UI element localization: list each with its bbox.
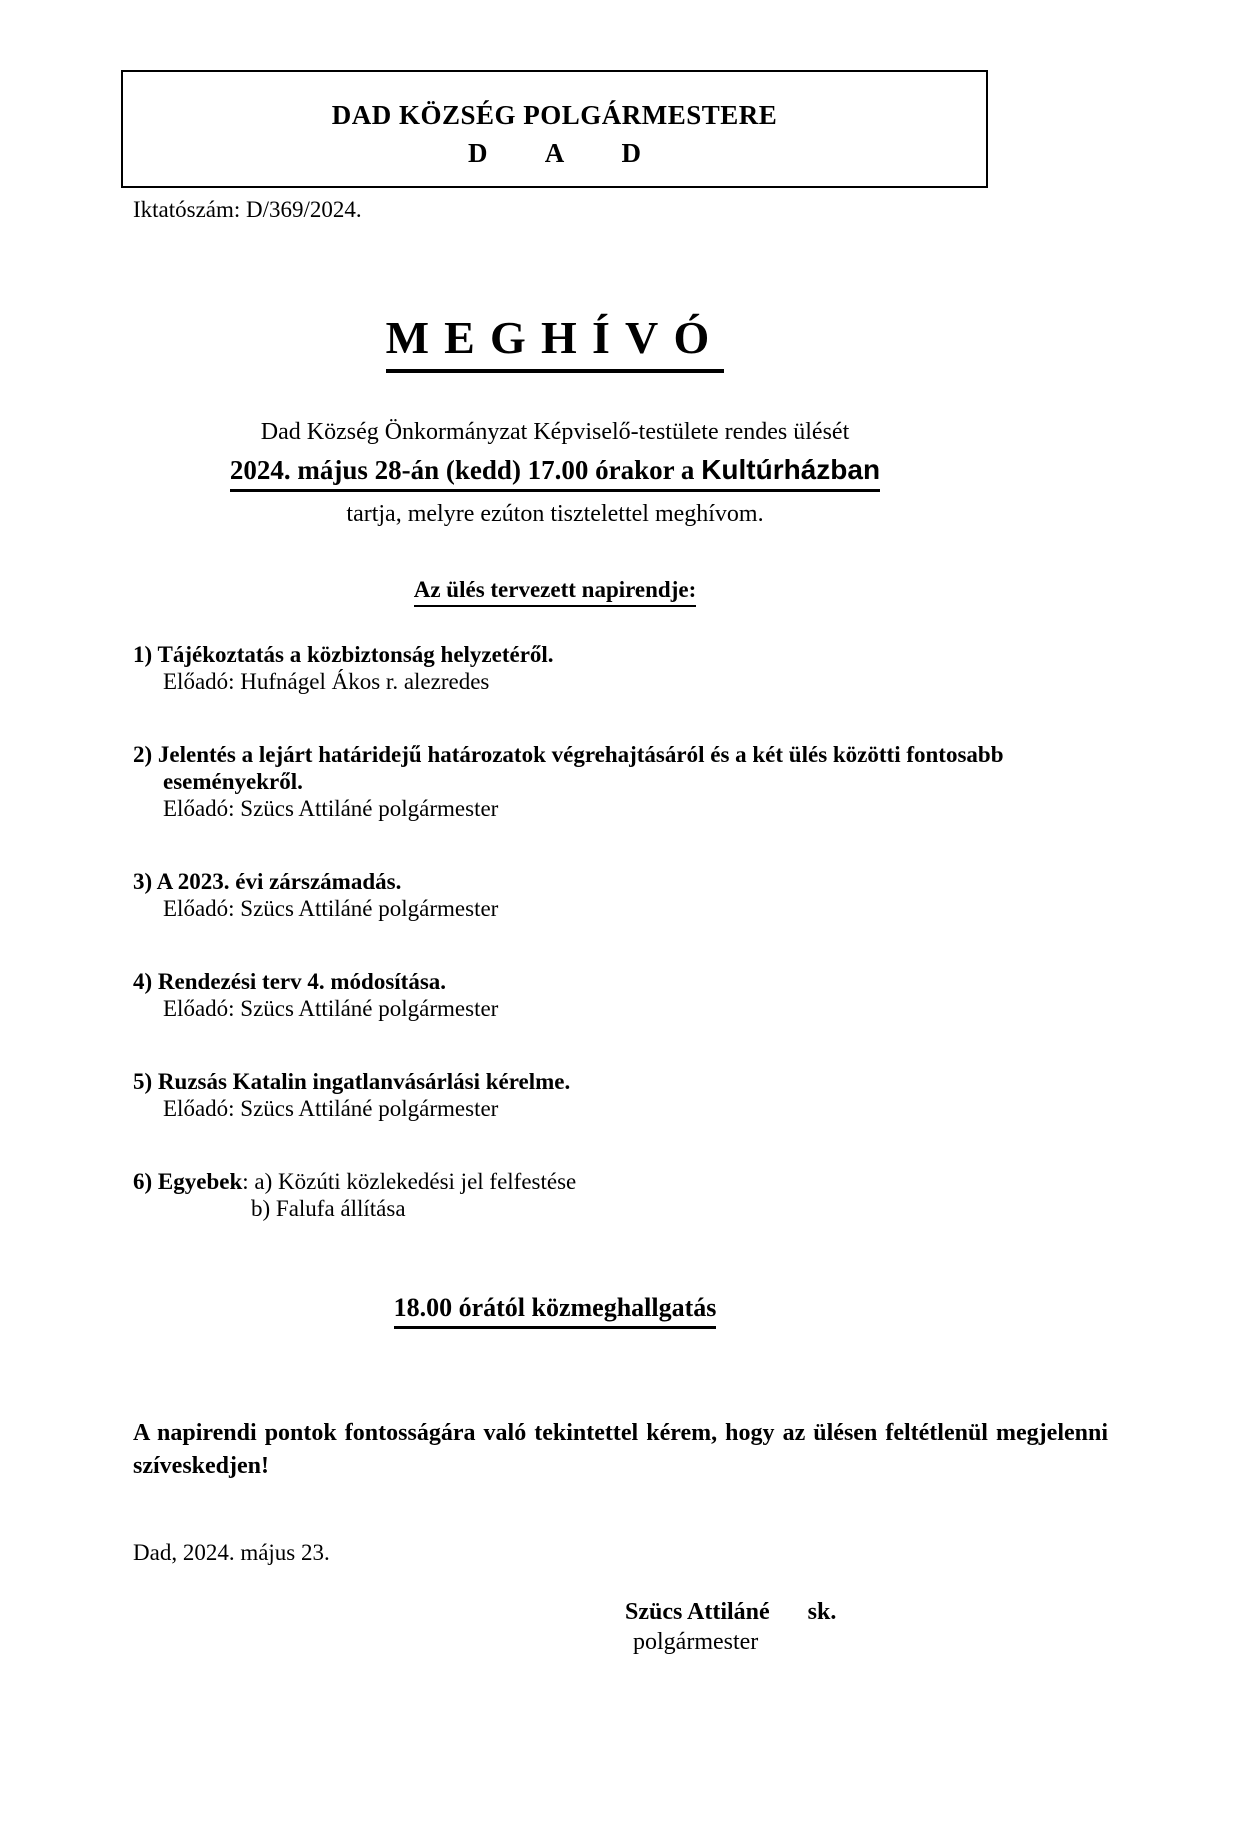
agenda-item-4 bbox=[133, 968, 1108, 1022]
agenda-heading: Az ülés tervezett napirendje: bbox=[414, 576, 697, 607]
agenda-item-text-line2: eseményekről. bbox=[163, 769, 303, 794]
agenda-item-number: 5) bbox=[133, 1069, 153, 1094]
agenda-item-title bbox=[133, 968, 1108, 995]
reference-number: Iktatószám: D/369/2024. bbox=[133, 197, 362, 222]
agenda-item-presenter: Előadó: Hufnágel Ákos r. alezredes bbox=[163, 669, 490, 694]
agenda-list bbox=[133, 641, 1108, 1222]
signature-name: Szücs Attiláné bbox=[625, 1599, 770, 1625]
document-content bbox=[133, 70, 1108, 1657]
signature-block bbox=[625, 1597, 1108, 1657]
signature-sk: sk. bbox=[807, 1599, 837, 1625]
public-hearing-heading: 18.00 órától közmeghallgatás bbox=[394, 1292, 717, 1329]
organization-title: DAD KÖZSÉG POLGÁRMESTERE bbox=[331, 100, 778, 130]
main-title-wrap bbox=[133, 312, 977, 373]
agenda-item-text: Ruzsás Katalin ingatlanvásárlási kérelme. bbox=[157, 1069, 571, 1094]
agenda-item-3 bbox=[133, 868, 1108, 922]
agenda-item-text: Tájékoztatás a közbiztonság helyzetéről. bbox=[157, 642, 554, 667]
date-line-wrap bbox=[133, 453, 977, 492]
letterhead-box bbox=[121, 70, 988, 188]
organization-letters: D A D bbox=[467, 138, 642, 168]
document-page bbox=[0, 70, 1241, 1825]
agenda-item-presenter: Előadó: Szücs Attiláné polgármester bbox=[163, 996, 499, 1021]
intro-line-1: Dad Község Önkormányzat Képviselő-testülete rendes ülését bbox=[260, 419, 850, 445]
agenda-item-title bbox=[133, 868, 1108, 895]
agenda-item-5 bbox=[133, 1068, 1108, 1122]
agenda-item-number: 3) bbox=[133, 869, 153, 894]
agenda-item-title bbox=[133, 1168, 1108, 1195]
meeting-venue: Kultúrházban bbox=[701, 454, 881, 485]
agenda-item-text: Jelentés a lejárt határidejű határozatok végrehajtásáról és a két ülés közötti fontosabb bbox=[157, 742, 1004, 767]
agenda-heading-wrap bbox=[133, 576, 977, 607]
agenda-item-2 bbox=[133, 741, 1108, 822]
agenda-item-presenter: Előadó: Szücs Attiláné polgármester bbox=[163, 896, 499, 921]
meeting-date-line bbox=[230, 453, 880, 492]
agenda-item-number: 6) bbox=[133, 1169, 153, 1194]
agenda-item-6 bbox=[133, 1168, 1108, 1222]
meeting-date-text: 2024. május 28-án (kedd) 17.00 órakor a bbox=[229, 455, 702, 485]
agenda-item-number: 1) bbox=[133, 642, 153, 667]
agenda-item-number: 2) bbox=[133, 742, 153, 767]
intro-line-3: tartja, melyre ezúton tisztelettel meghívom. bbox=[346, 501, 764, 527]
agenda-item-title bbox=[133, 1068, 1108, 1095]
agenda-item-subline: b) Falufa állítása bbox=[251, 1196, 406, 1221]
signature-name-line bbox=[625, 1597, 1108, 1627]
signature-title: polgármester bbox=[633, 1629, 759, 1655]
agenda-item-text-rest: : a) Közúti közlekedési jel felfestése bbox=[242, 1169, 577, 1194]
agenda-item-text: Rendezési terv 4. módosítása. bbox=[157, 969, 447, 994]
agenda-item-presenter: Előadó: Szücs Attiláné polgármester bbox=[163, 796, 499, 821]
agenda-item-1 bbox=[133, 641, 1108, 695]
agenda-item-text-bold: Egyebek bbox=[157, 1169, 243, 1194]
page-title: MEGHÍVÓ bbox=[386, 312, 725, 373]
agenda-item-presenter: Előadó: Szücs Attiláné polgármester bbox=[163, 1096, 499, 1121]
agenda-item-title bbox=[133, 641, 1108, 668]
agenda-item-title bbox=[133, 741, 1108, 768]
closing-paragraph: A napirendi pontok fontosságára való tekintettel kérem, hogy az ülésen feltétlenül megjelenni szíveskedjen! bbox=[133, 1420, 1108, 1479]
agenda-item-number: 4) bbox=[133, 969, 153, 994]
public-hearing-wrap bbox=[133, 1292, 977, 1329]
agenda-item-text: A 2023. évi zárszámadás. bbox=[156, 869, 402, 894]
place-and-date: Dad, 2024. május 23. bbox=[133, 1540, 330, 1565]
